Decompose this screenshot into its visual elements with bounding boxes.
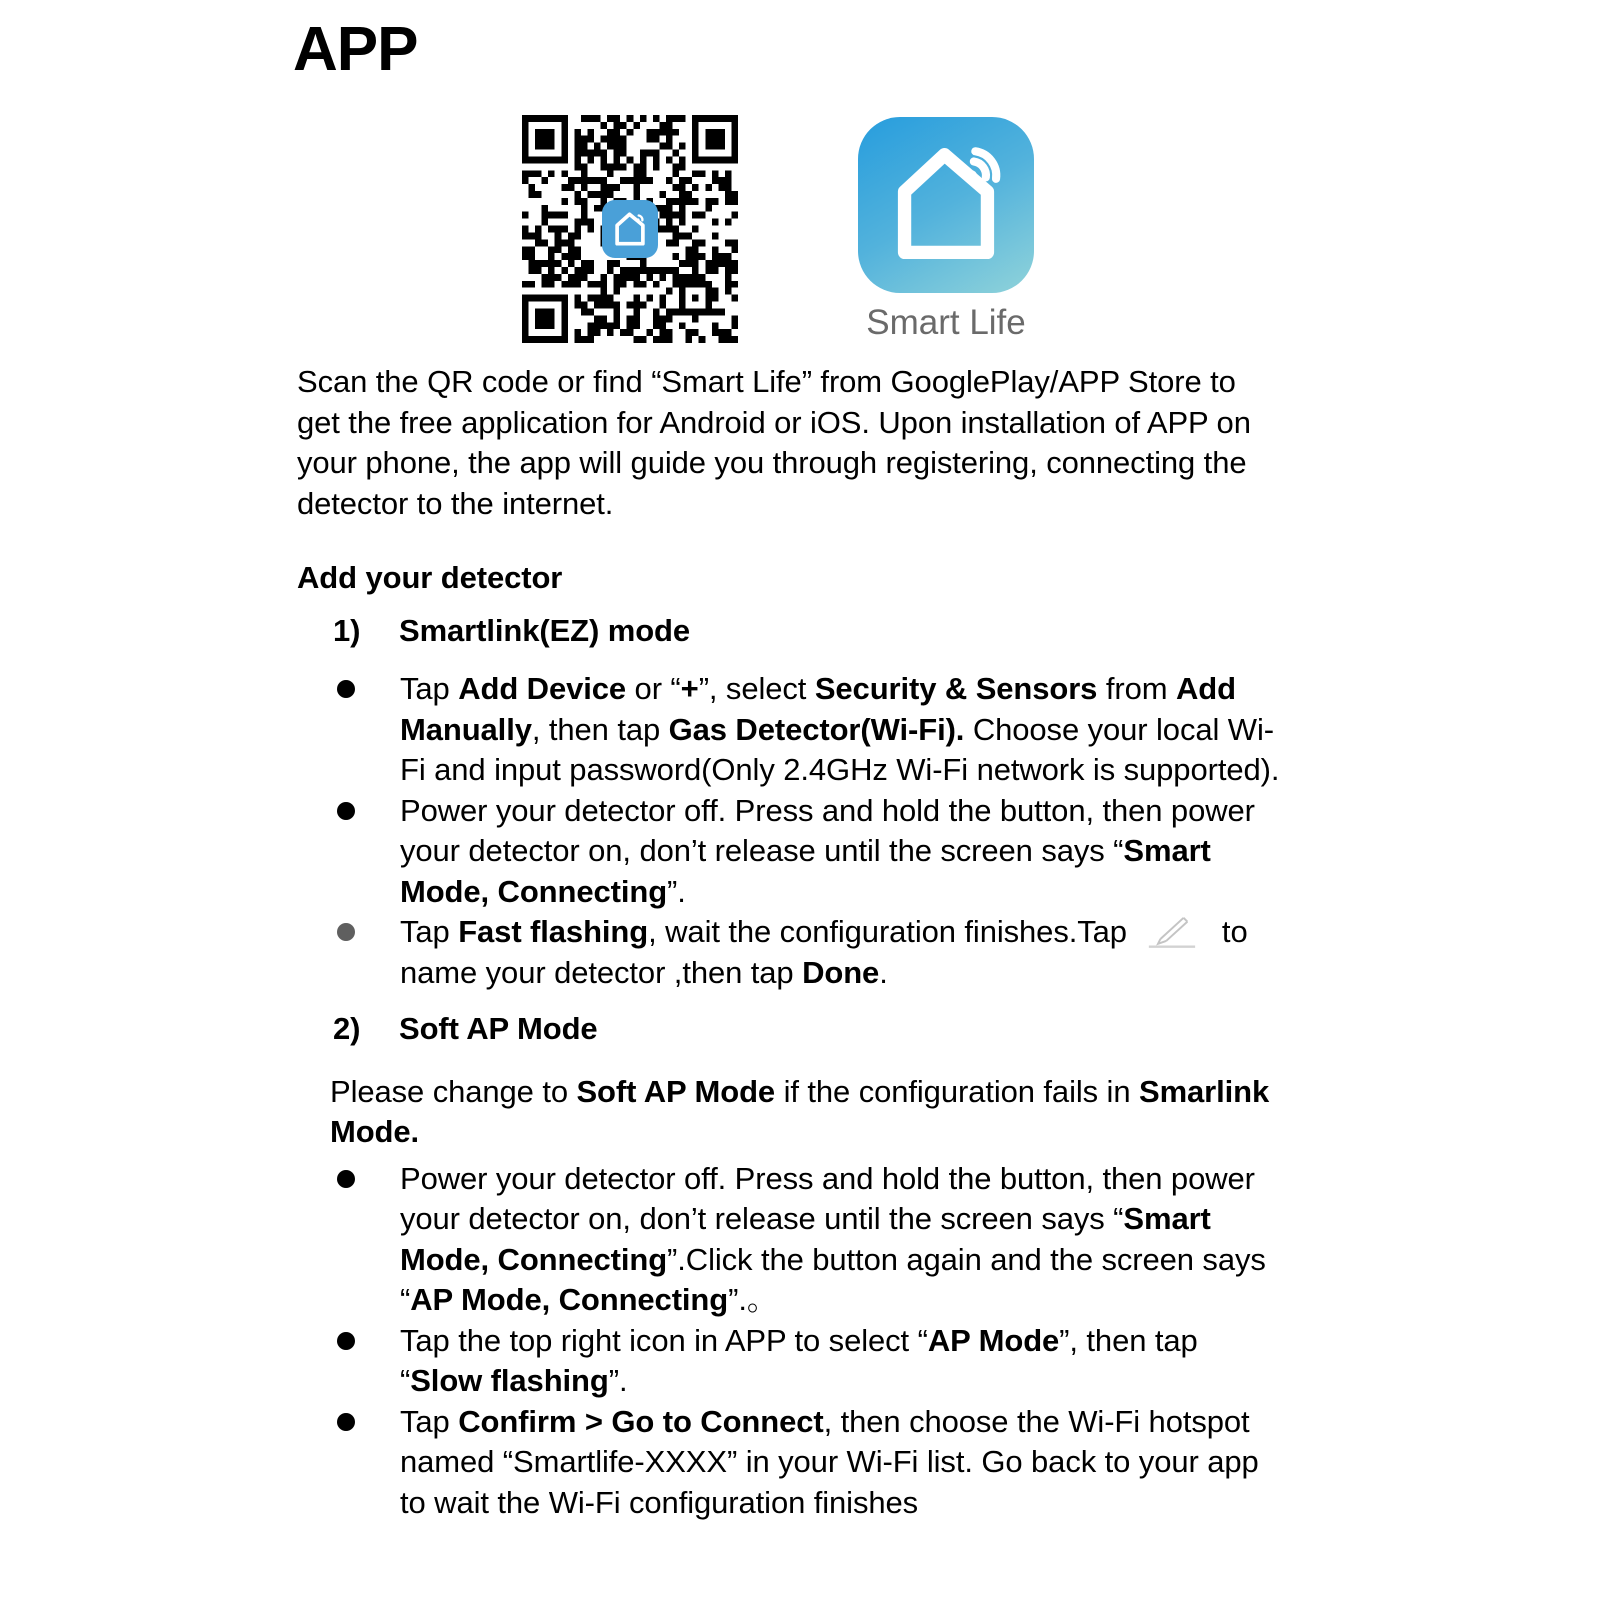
bullet-text [400, 912, 1287, 993]
bullet-text [400, 1159, 1287, 1321]
bold-text: Add Manually [400, 671, 1236, 747]
body-text: ”, select [698, 671, 815, 706]
bullet-text [400, 669, 1287, 791]
section-2-heading [297, 1009, 1287, 1050]
bullet-icon [337, 923, 355, 941]
page-title: APP [293, 15, 418, 84]
bold-text: Security & Sensors [814, 671, 1098, 706]
bullet-item [297, 1402, 1287, 1524]
house-icon [607, 206, 653, 252]
bold-text: Gas Detector(Wi-Fi). [668, 711, 965, 747]
body-text: to name your detector ,then tap [400, 914, 1248, 990]
bold-text: Add Device [458, 671, 627, 706]
section-1-title: Smartlink(EZ) mode [399, 612, 691, 648]
bold-text: Fast flashing [458, 914, 649, 949]
body-text: ”.Click the button again and the screen says “ [400, 1241, 1266, 1317]
bullet-icon [337, 1413, 355, 1431]
bold-text: + [680, 671, 699, 706]
section-2-title: Soft AP Mode [399, 1011, 598, 1046]
qr-logo [602, 200, 658, 258]
body-text: Power your detector off. Press and hold the button, then power your detector on, don’t release until the screen says “ [400, 1160, 1255, 1236]
bullet-icon [337, 1170, 355, 1188]
bullet-item [297, 791, 1287, 913]
bullet-list-1 [297, 669, 1287, 993]
bullet-item [297, 669, 1287, 791]
wifi-dot [967, 170, 977, 180]
qr-code [522, 115, 738, 343]
body-text: Tap the top right icon in APP to select “ [400, 1322, 928, 1358]
intro-paragraph: Scan the QR code or find “Smart Life” from GooglePlay/APP Store to get the free application for Android or iOS. Upon installation of APP on your phone, the app will guide you through registering, connecting the detector to the internet. [297, 364, 1251, 521]
section-2-intro [297, 1072, 1287, 1153]
body-text: from [1097, 671, 1176, 706]
body-text: , wait the configuration finishes.Tap [648, 914, 1136, 949]
bullet-item [297, 912, 1287, 993]
bold-text: Slow flashing [410, 1363, 609, 1398]
body-text: ”. [667, 873, 686, 909]
body-text: Power your detector off. Press and hold the button, then power your detector on, don’t release until the screen says “ [400, 792, 1255, 868]
body-content [297, 362, 1287, 1523]
bullet-item [297, 1159, 1287, 1321]
section-1-heading [297, 611, 1287, 652]
bullet-icon [337, 802, 355, 820]
body-text: Choose your local Wi-Fi and input password(Only 2.4GHz Wi-Fi network is supported). [400, 711, 1280, 787]
body-text: Tap [400, 671, 459, 706]
bold-text: Soft AP Mode [576, 1073, 776, 1109]
bullet-icon [337, 680, 355, 698]
body-text: ”.。 [728, 1282, 778, 1317]
bold-text: Smarlink Mode. [330, 1073, 1270, 1149]
section-2-number: 2) [333, 1011, 361, 1046]
bold-text: Smart Mode, Connecting [400, 833, 1211, 909]
section-1-number: 1) [333, 612, 361, 648]
body-text: Please change to [330, 1073, 577, 1109]
bullet-text [400, 1321, 1287, 1402]
bold-text: Smart Mode, Connecting [400, 1201, 1211, 1277]
body-text: . [879, 954, 888, 990]
bold-text: AP Mode, Connecting [410, 1282, 729, 1317]
body-text: Tap [400, 1403, 459, 1439]
bold-text: Confirm > Go to Connect [458, 1403, 824, 1439]
body-text: , then choose the Wi-Fi hotspot named “Smartlife-XXXX” in your Wi-Fi list. Go back to your app to wait the Wi-Fi configuration finishes [400, 1403, 1259, 1520]
body-text: Tap [400, 914, 459, 949]
add-detector-heading: Add your detector [297, 560, 563, 595]
smart-life-app-icon [858, 117, 1034, 293]
body-text: if the configuration fails in [775, 1073, 1139, 1109]
house-wifi-icon [872, 131, 1020, 279]
body-text: ”. [608, 1363, 628, 1398]
bullet-list-2 [297, 1159, 1287, 1524]
bold-text: Done [802, 954, 880, 990]
app-icon-label: Smart Life [866, 303, 1026, 342]
bullet-item [297, 1321, 1287, 1402]
bullet-text [400, 791, 1287, 913]
bullet-icon [337, 1332, 355, 1350]
pencil-icon [1145, 912, 1199, 950]
bullet-text [400, 1402, 1287, 1524]
body-text: , then tap [531, 711, 669, 747]
body-text: or “ [626, 671, 681, 706]
bold-text: AP Mode [927, 1322, 1060, 1358]
body-text: ”, then tap “ [400, 1322, 1198, 1398]
